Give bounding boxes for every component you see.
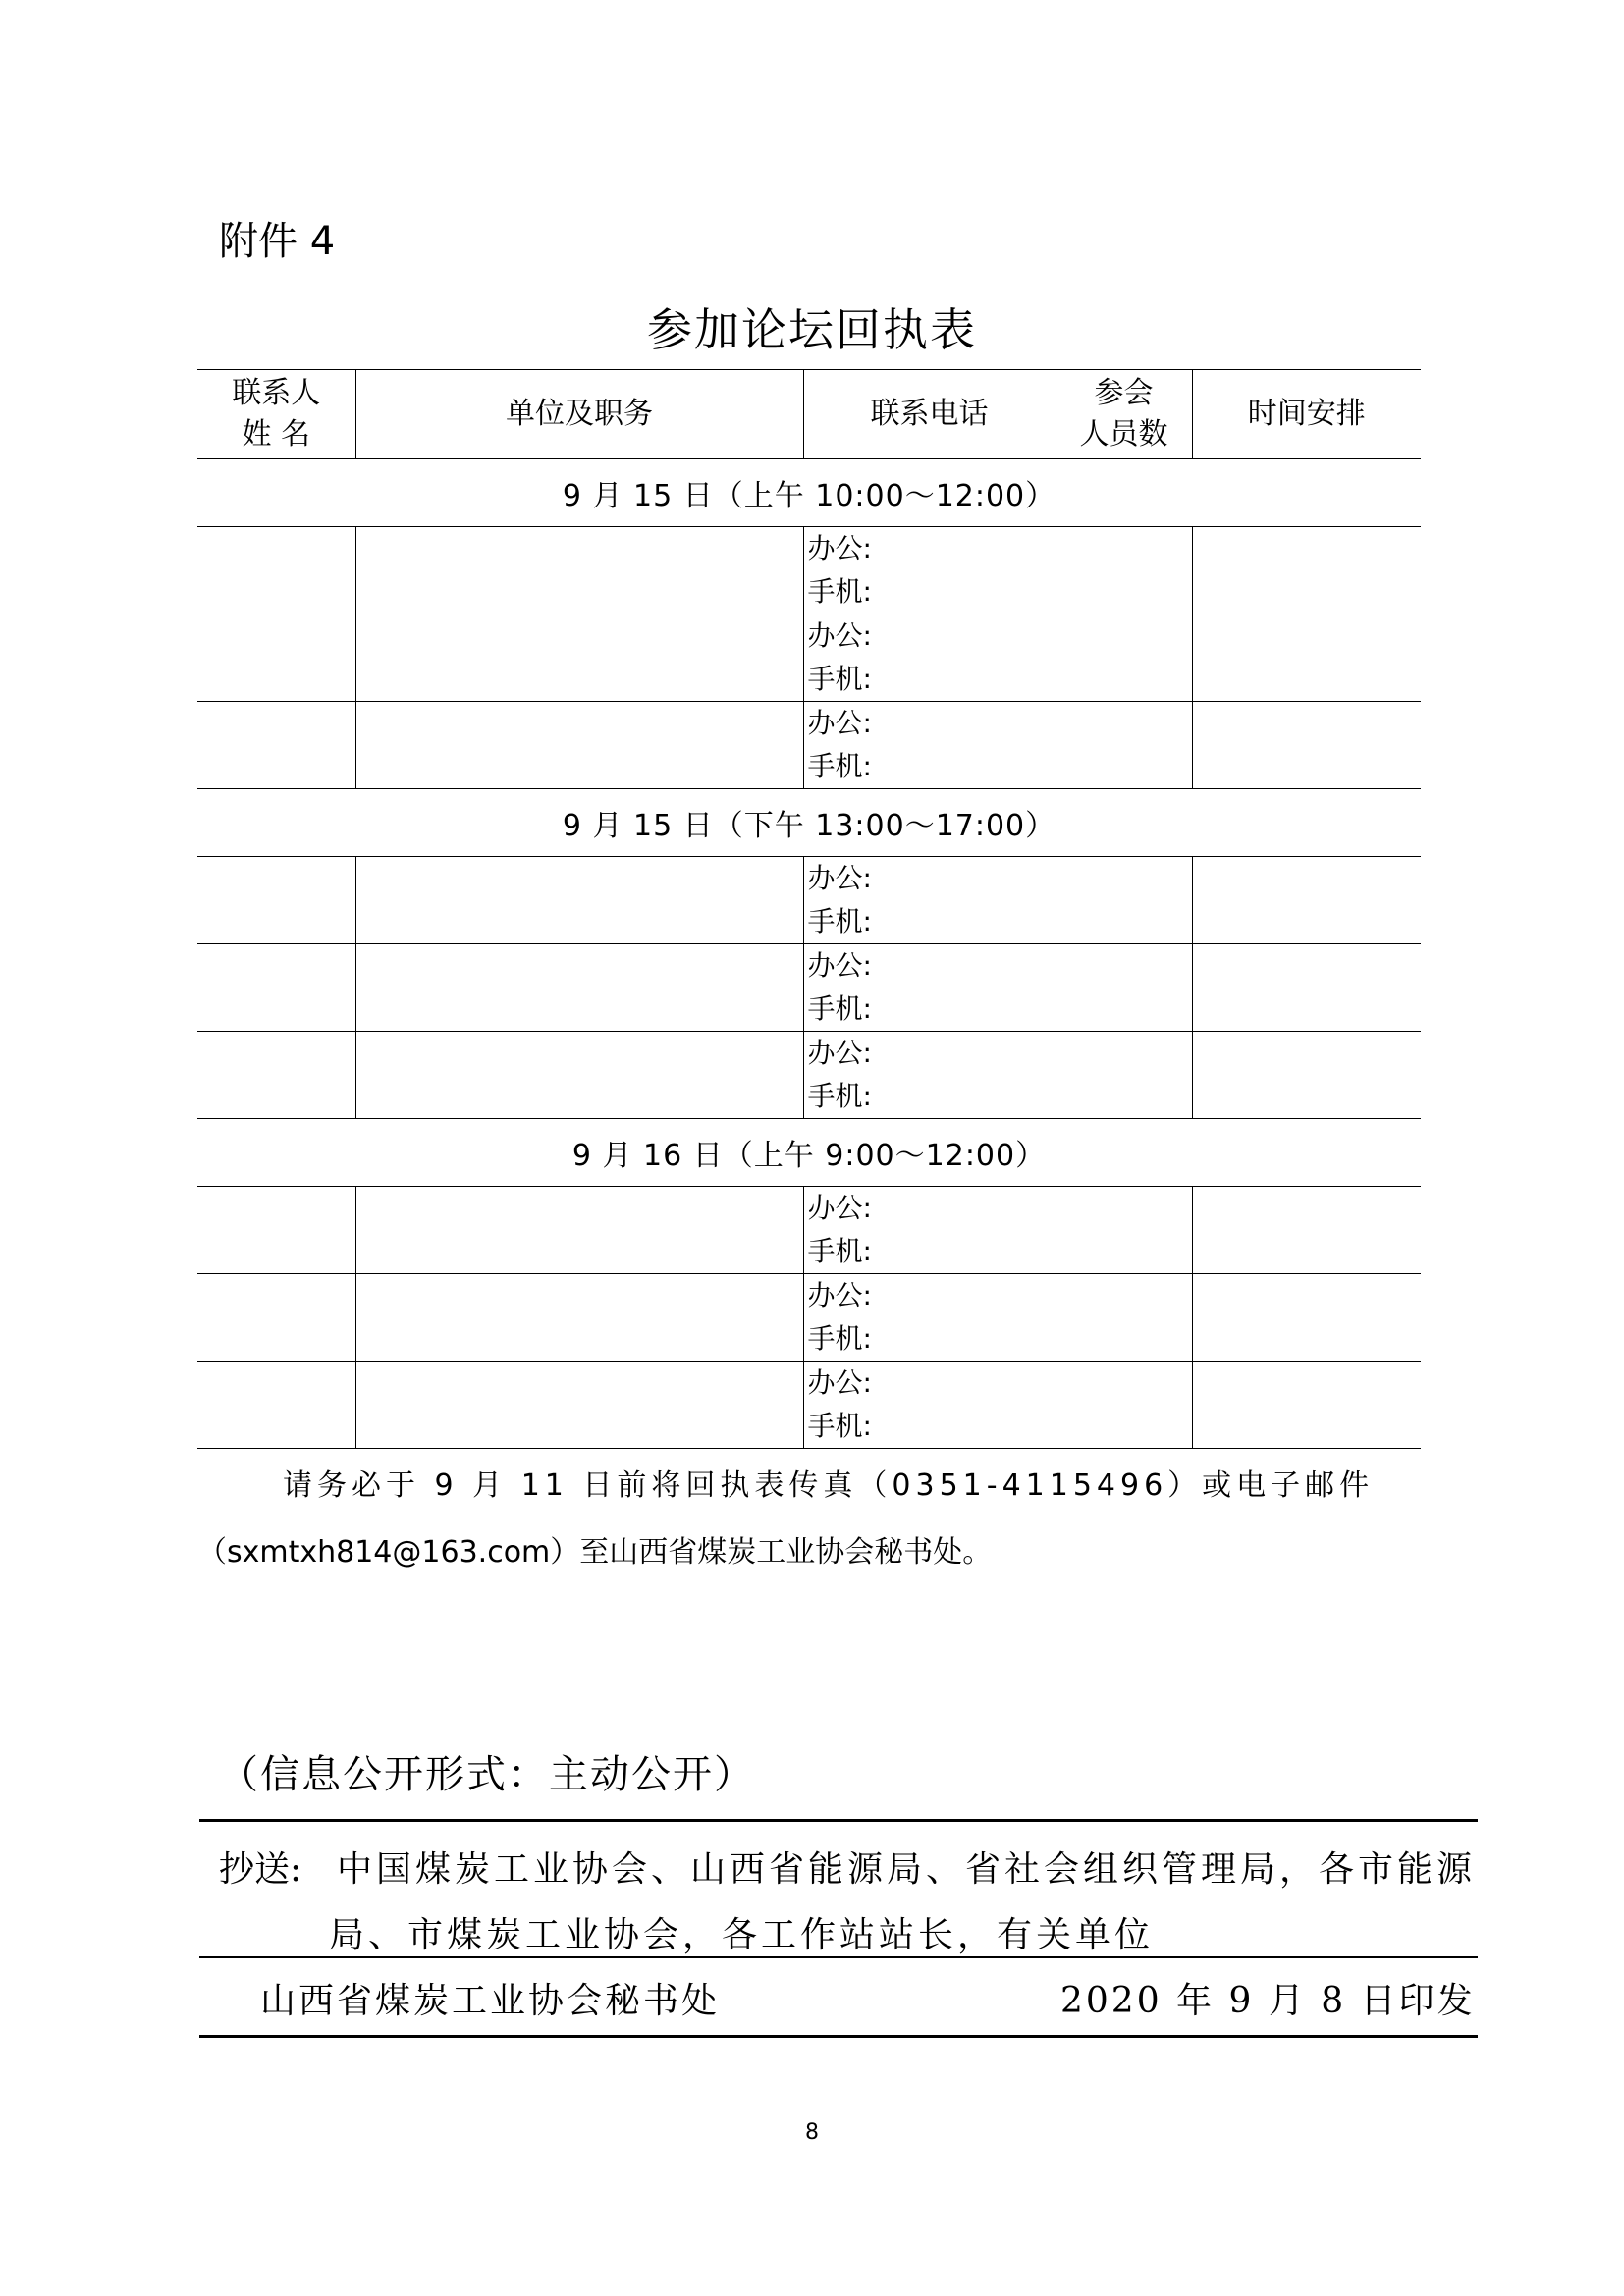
phone-cell[interactable] (803, 527, 1056, 614)
unit-cell[interactable] (355, 1274, 803, 1362)
mobile-label: 手机: (807, 1080, 872, 1112)
header-attendees: 参会 人员数 (1056, 370, 1192, 459)
unit-cell[interactable] (355, 1032, 803, 1119)
schedule-cell[interactable] (1192, 1187, 1421, 1274)
table-row (197, 1187, 1421, 1274)
cc-label: 抄送: (219, 1849, 302, 1890)
header-contact: 联系人 姓 名 (197, 370, 355, 459)
cc-recipients-line-2: 局、市煤炭工业协会，各工作站站长，有关单位 (329, 1915, 1155, 1955)
attendees-cell[interactable] (1056, 614, 1192, 702)
phone-cell[interactable] (803, 944, 1056, 1032)
table-row (197, 527, 1421, 614)
office-label: 办公: (807, 707, 872, 739)
attachment-label: 附件 4 (219, 219, 336, 264)
office-label: 办公: (807, 1279, 872, 1311)
schedule-cell[interactable] (1192, 1274, 1421, 1362)
issue-date: 2020 年 9 月 8 日印发 (1060, 1981, 1476, 2021)
office-label: 办公: (807, 619, 872, 652)
contact-cell[interactable] (197, 1187, 355, 1274)
mobile-label: 手机: (807, 992, 872, 1025)
table-row (197, 1032, 1421, 1119)
mobile-label: 手机: (807, 1235, 872, 1267)
mobile-label: 手机: (807, 1322, 872, 1355)
phone-cell[interactable] (803, 702, 1056, 789)
table-row (197, 1274, 1421, 1362)
unit-cell[interactable] (355, 614, 803, 702)
registration-table (197, 369, 1421, 1449)
table-row (197, 944, 1421, 1032)
mobile-label: 手机: (807, 663, 872, 695)
office-label: 办公: (807, 532, 872, 564)
office-label: 办公: (807, 949, 872, 982)
schedule-cell[interactable] (1192, 944, 1421, 1032)
attendees-cell[interactable] (1056, 857, 1192, 944)
schedule-cell[interactable] (1192, 1032, 1421, 1119)
section-row: 9 月 15 日（上午 10:00～12:00） (197, 459, 1421, 527)
header-phone: 联系电话 (803, 370, 1056, 459)
attendees-cell[interactable] (1056, 527, 1192, 614)
phone-cell[interactable] (803, 1032, 1056, 1119)
office-label: 办公: (807, 1366, 872, 1399)
unit-cell[interactable] (355, 1362, 803, 1449)
unit-cell[interactable] (355, 527, 803, 614)
schedule-cell[interactable] (1192, 1362, 1421, 1449)
header-row (197, 370, 1421, 459)
unit-cell[interactable] (355, 857, 803, 944)
table-row (197, 614, 1421, 702)
schedule-cell[interactable] (1192, 702, 1421, 789)
phone-cell[interactable] (803, 1187, 1056, 1274)
unit-cell[interactable] (355, 944, 803, 1032)
note-line-1: 请务必于 9 月 11 日前将回执表传真（0351-4115496）或电子邮件 (283, 1468, 1375, 1503)
contact-cell[interactable] (197, 1362, 355, 1449)
cc-recipients-line-1: 中国煤炭工业协会、山西省能源局、省社会组织管理局，各市能源 (337, 1849, 1477, 1890)
phone-cell[interactable] (803, 1362, 1056, 1449)
section-row: 9 月 15 日（下午 13:00～17:00） (197, 789, 1421, 857)
attendees-cell[interactable] (1056, 1362, 1192, 1449)
contact-cell[interactable] (197, 1274, 355, 1362)
phone-cell[interactable] (803, 857, 1056, 944)
table-row (197, 702, 1421, 789)
form-title: 参加论坛回执表 (647, 303, 977, 356)
divider-middle (199, 1956, 1478, 1958)
header-unit: 单位及职务 (355, 370, 803, 459)
contact-cell[interactable] (197, 857, 355, 944)
unit-cell[interactable] (355, 702, 803, 789)
contact-cell[interactable] (197, 527, 355, 614)
mobile-label: 手机: (807, 575, 872, 608)
page-number: 8 (805, 2120, 819, 2145)
attendees-cell[interactable] (1056, 1274, 1192, 1362)
unit-cell[interactable] (355, 1187, 803, 1274)
divider-bottom (199, 2035, 1478, 2038)
contact-cell[interactable] (197, 1032, 355, 1119)
office-label: 办公: (807, 1192, 872, 1224)
schedule-cell[interactable] (1192, 857, 1421, 944)
office-label: 办公: (807, 862, 872, 894)
mobile-label: 手机: (807, 1410, 872, 1442)
divider-top (199, 1819, 1478, 1822)
schedule-cell[interactable] (1192, 527, 1421, 614)
header-schedule: 时间安排 (1192, 370, 1421, 459)
phone-cell[interactable] (803, 614, 1056, 702)
issuer: 山西省煤炭工业协会秘书处 (260, 1981, 721, 2021)
attendees-cell[interactable] (1056, 1187, 1192, 1274)
office-label: 办公: (807, 1037, 872, 1069)
schedule-cell[interactable] (1192, 614, 1421, 702)
contact-cell[interactable] (197, 702, 355, 789)
attendees-cell[interactable] (1056, 944, 1192, 1032)
attendees-cell[interactable] (1056, 1032, 1192, 1119)
table-row (197, 1362, 1421, 1449)
disclosure-form: （信息公开形式：主动公开） (219, 1752, 755, 1797)
section-row: 9 月 16 日（上午 9:00～12:00） (197, 1119, 1421, 1187)
table-row (197, 857, 1421, 944)
mobile-label: 手机: (807, 905, 872, 937)
note-line-2: （sxmtxh814@163.com）至山西省煤炭工业协会秘书处。 (197, 1535, 993, 1570)
mobile-label: 手机: (807, 750, 872, 782)
phone-cell[interactable] (803, 1274, 1056, 1362)
attendees-cell[interactable] (1056, 702, 1192, 789)
contact-cell[interactable] (197, 944, 355, 1032)
contact-cell[interactable] (197, 614, 355, 702)
